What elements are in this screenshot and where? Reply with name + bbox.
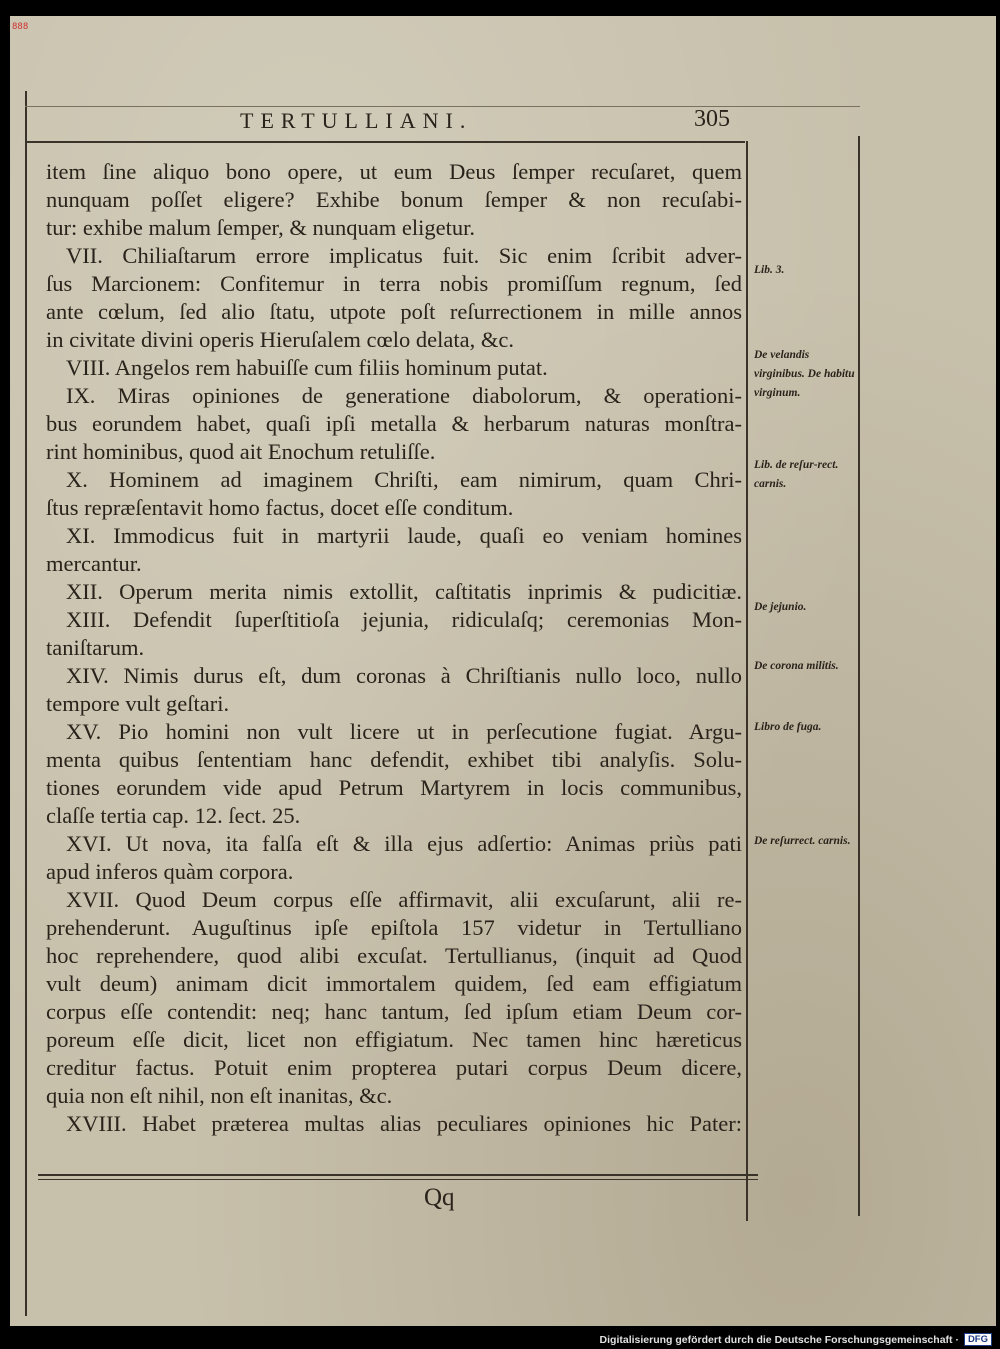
dfg-logo-icon: DFG	[964, 1333, 992, 1346]
text-line: vult deum) animam dicit immortalem quidem, ſed eam effigiatum	[46, 971, 742, 996]
text-line: XV. Pio homini non vult licere ut in perſecutione fugiat. Argu-	[66, 719, 742, 744]
footer-rule-double	[38, 1179, 758, 1180]
margin-note: Lib. 3.	[754, 264, 785, 276]
text-line: claſſe tertia cap. 12. ſect. 25.	[46, 803, 301, 828]
text-line: corpus eſſe contendit: neq; hanc tantum, ſed ipſum etiam Deum cor-	[46, 999, 742, 1024]
frame-right-rule	[858, 136, 860, 1216]
text-line: tiones eorundem vide apud Petrum Martyrem in locis communibus,	[46, 775, 742, 800]
text-line: XVI. Ut nova, ita falſa eſt & illa ejus adſertio: Animas priùs pati	[66, 831, 742, 856]
text-line: taniſtarum.	[46, 635, 145, 660]
text-line: bus eorundem habet, quaſi ipſi metalla & herbarum naturas monſtra-	[46, 411, 742, 436]
text-line: in civitate divini operis Hieruſalem cœlo delata, &c.	[46, 327, 514, 352]
margin-note: Lib. de reſur-rect. carnis.	[754, 459, 839, 490]
margin-note: Libro de fuga.	[754, 721, 822, 733]
text-line: rint hominibus, quod ait Enochum retuliſſe.	[46, 439, 436, 464]
text-line: mercantur.	[46, 551, 142, 576]
margin-note: De reſurrect. carnis.	[754, 835, 851, 847]
footer-text: Digitalisierung gefördert durch die Deutsche Forschungsgemeinschaft ·	[599, 1333, 959, 1346]
text-line: XI. Immodicus fuit in martyrii laude, quaſi eo veniam homines	[66, 523, 742, 548]
text-line: XIII. Defendit ſuperſtitioſa jejunia, ridiculaſq; ceremonias Mon-	[66, 607, 742, 632]
footer-rule	[38, 1174, 758, 1176]
frame-margin-rule	[746, 141, 748, 1221]
text-line: VII. Chiliaſtarum errore implicatus fuit. Sic enim ſcribit adver-	[66, 243, 742, 268]
text-line: XVIII. Habet præterea multas alias peculiares opiniones hic Pater:	[66, 1111, 742, 1136]
text-line: VIII. Angelos rem habuiſſe cum filiis hominum putat.	[66, 355, 548, 380]
running-head: TERTULLIANI.	[240, 108, 473, 133]
corner-mark: 888	[12, 22, 29, 32]
page-number: 305	[694, 106, 730, 132]
text-line: XIV. Nimis durus eſt, dum coronas à Chriſtianis nullo loco, nullo	[66, 663, 742, 688]
text-line: nunquam poſſet eligere? Exhibe bonum ſemper & non recuſabi-	[46, 187, 742, 212]
text-line: tur: exhibe malum ſemper, & nunquam eligetur.	[46, 215, 475, 240]
text-line: ſtus repræſentavit homo factus, docet eſſe conditum.	[46, 495, 514, 520]
text-line: ante cœlum, ſed alio ſtatu, utpote poſt reſurrectionem in mille annos	[46, 299, 742, 324]
header-rule	[25, 141, 745, 143]
text-line: tempore vult geſtari.	[46, 691, 230, 716]
text-line: prehenderunt. Auguſtinus ipſe epiſtola 157 videtur in Tertulliano	[46, 915, 742, 940]
margin-note: De jejunio.	[754, 601, 807, 613]
body-text	[46, 158, 742, 1138]
text-line: IX. Miras opiniones de generatione diabolorum, & operationi-	[66, 383, 742, 408]
text-line: item ſine aliquo bono opere, ut eum Deus ſemper recuſaret, quem	[46, 159, 742, 184]
text-line: ſus Marcionem: Confitemur in terra nobis promiſſum regnum, ſed	[46, 271, 742, 296]
text-line: XII. Operum merita nimis extollit, caſtitatis inprimis & pudicitiæ.	[66, 579, 742, 604]
text-line: hoc reprehendere, quod alibi excuſat. Tertullianus, (inquit ad Quod	[46, 943, 742, 968]
frame-left-rule	[25, 91, 27, 1316]
text-line: poreum eſſe dicit, licet non effigiatum. Nec tamen hinc hæreticus	[46, 1027, 742, 1052]
signature-mark: Qq	[424, 1184, 455, 1211]
text-line: quia non eſt nihil, non eſt inanitas, &c.	[46, 1083, 393, 1108]
header-thin-rule	[25, 106, 860, 107]
footer-credit	[600, 1333, 992, 1346]
margin-note: De velandis virginibus. De habitu virginum.	[754, 349, 855, 399]
text-line: creditur factus. Potuit enim propterea putari corpus Deum dicere,	[46, 1055, 742, 1080]
margin-note: De corona militis.	[754, 660, 839, 672]
text-line: menta quibus ſententiam hanc defendit, exhibet tibi analyſis. Solu-	[46, 747, 742, 772]
text-line: XVII. Quod Deum corpus eſſe affirmavit, alii excuſarunt, alii re-	[66, 887, 742, 912]
book-page	[10, 16, 996, 1326]
text-line: X. Hominem ad imaginem Chriſti, eam nimirum, quam Chri-	[66, 467, 742, 492]
text-line: apud inferos quàm corpora.	[46, 859, 294, 884]
